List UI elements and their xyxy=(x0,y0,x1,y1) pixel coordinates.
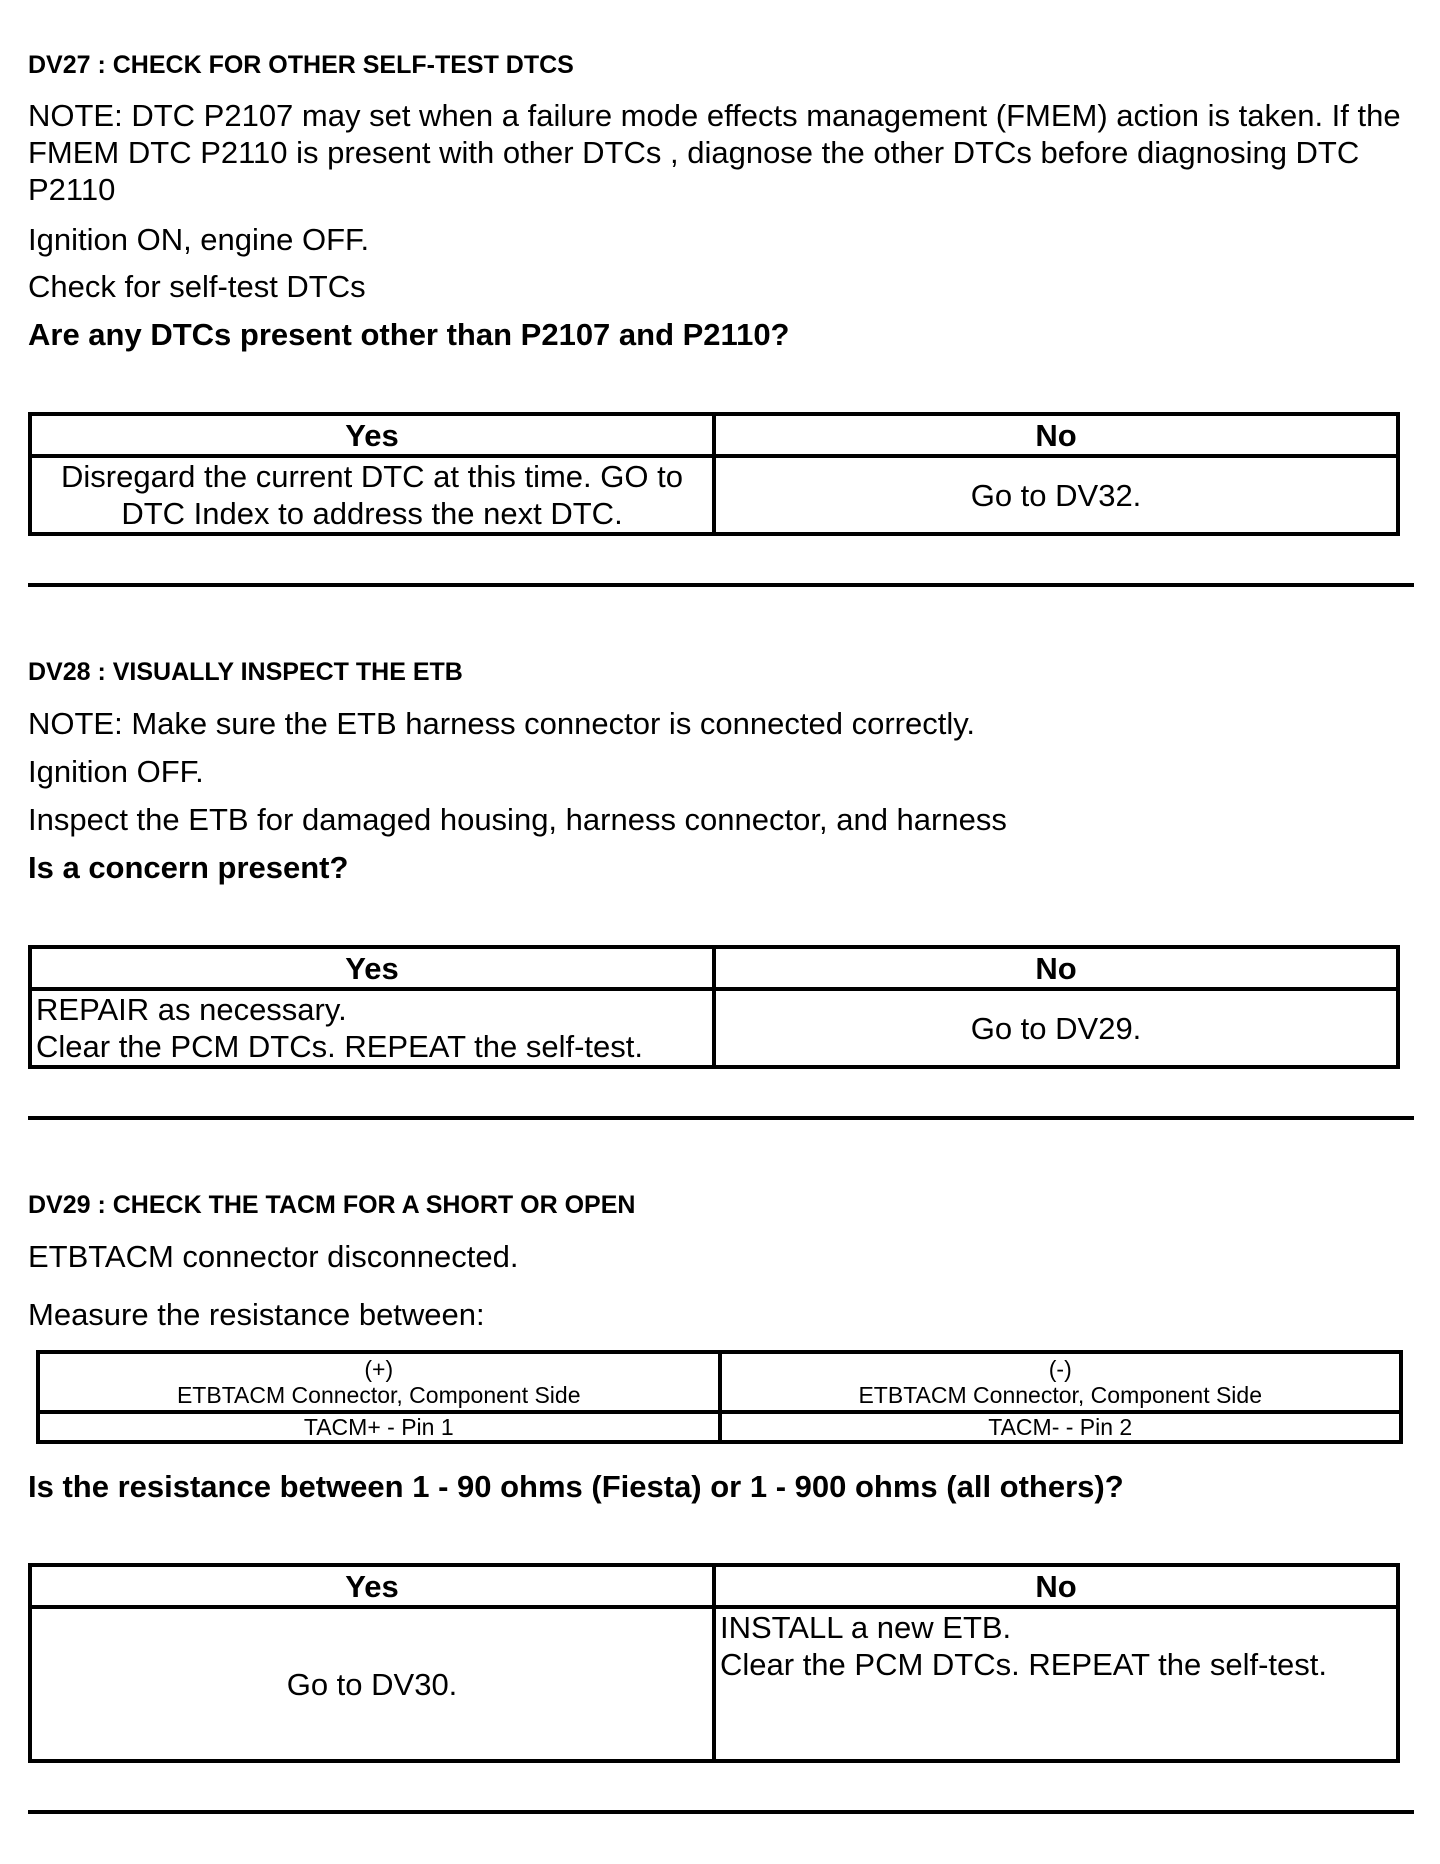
dv27-question: Are any DTCs present other than P2107 and P2110? xyxy=(28,317,790,352)
dv28-step1-block xyxy=(28,753,1412,790)
dv28-yes-line2: Clear the PCM DTCs. REPEAT the self-test. xyxy=(36,1029,643,1064)
plus-connector: ETBTACM Connector, Component Side xyxy=(176,1382,581,1408)
dv27-step1-block xyxy=(28,221,1412,258)
dv29-result-table-wrap xyxy=(28,1563,1412,1763)
section-divider xyxy=(28,1810,1414,1814)
dv29-no-header: No xyxy=(714,1565,1398,1607)
dv27-step2: Check for self-test DTCs xyxy=(28,269,366,304)
dv27-yes-line1: Disregard the current DTC at this time. GO to xyxy=(61,459,683,494)
section-dv27 xyxy=(28,50,1412,80)
dv29-step2-block xyxy=(28,1296,1412,1333)
dv29-step2: Measure the resistance between: xyxy=(28,1297,485,1332)
dv28-question-block xyxy=(28,849,1412,886)
dv27-title: DV27 : CHECK FOR OTHER SELF-TEST DTCS xyxy=(28,51,574,79)
dv29-yes-header: Yes xyxy=(30,1565,714,1607)
dv27-question-block xyxy=(28,316,1412,353)
dv28-note-block xyxy=(28,705,1412,742)
dv27-step1: Ignition ON, engine OFF. xyxy=(28,222,370,257)
dv29-no-line2: Clear the PCM DTCs. REPEAT the self-test. xyxy=(720,1647,1327,1682)
dv28-result-table-wrap xyxy=(28,945,1412,1069)
measure-minus-header xyxy=(720,1352,1402,1412)
dv27-note: NOTE: DTC P2107 may set when a failure mode effects management (FMEM) action is taken. If the FMEM DTC P2110 is present with other DTCs , diagnose the other DTCs before diagnosing DTC P2110 xyxy=(28,98,1401,207)
dv29-no-line1: INSTALL a new ETB. xyxy=(720,1610,1012,1645)
dv28-step1: Ignition OFF. xyxy=(28,754,204,789)
dv27-no-header: No xyxy=(714,414,1398,456)
dv28-yes-header: Yes xyxy=(30,947,714,989)
dv27-yes-line2: DTC Index to address the next DTC. xyxy=(121,496,623,531)
minus-symbol: (-) xyxy=(1048,1356,1072,1382)
dv29-title: DV29 : CHECK THE TACM FOR A SHORT OR OPEN xyxy=(28,1191,636,1219)
dv29-measure-table xyxy=(36,1350,1403,1444)
dv29-step1-block xyxy=(28,1238,1412,1275)
dv28-result-table xyxy=(28,945,1400,1069)
dv28-yes-line1: REPAIR as necessary. xyxy=(36,992,347,1027)
dv27-note-block xyxy=(28,97,1412,208)
section-divider xyxy=(28,1116,1414,1120)
dv27-yes-cell xyxy=(30,456,714,534)
section-dv28 xyxy=(28,657,1412,687)
dv27-no-cell: Go to DV32. xyxy=(714,456,1398,534)
dv28-yes-cell xyxy=(30,989,714,1067)
plus-symbol: (+) xyxy=(364,1356,394,1382)
dv28-step2: Inspect the ETB for damaged housing, harness connector, and harness xyxy=(28,802,1007,837)
dv29-question-block xyxy=(28,1468,1412,1505)
dv28-question: Is a concern present? xyxy=(28,850,349,885)
dv28-step2-block xyxy=(28,801,1412,838)
section-dv29 xyxy=(28,1190,1412,1220)
dv28-title: DV28 : VISUALLY INSPECT THE ETB xyxy=(28,658,463,686)
measure-plus-pin: TACM+ - Pin 1 xyxy=(38,1412,720,1442)
dv27-step2-block xyxy=(28,268,1412,305)
measure-minus-pin: TACM- - Pin 2 xyxy=(720,1412,1402,1442)
dv27-result-table-wrap xyxy=(28,412,1412,536)
dv29-measure-table-wrap xyxy=(36,1350,1420,1444)
dv29-yes-cell: Go to DV30. xyxy=(30,1607,714,1761)
dv29-step1: ETBTACM connector disconnected. xyxy=(28,1239,519,1274)
minus-connector: ETBTACM Connector, Component Side xyxy=(858,1382,1263,1408)
dv28-no-header: No xyxy=(714,947,1398,989)
dv28-no-cell: Go to DV29. xyxy=(714,989,1398,1067)
dv29-no-cell xyxy=(714,1607,1398,1761)
measure-plus-header xyxy=(38,1352,720,1412)
section-divider xyxy=(28,583,1414,587)
dv28-note: NOTE: Make sure the ETB harness connector is connected correctly. xyxy=(28,706,976,741)
dv29-result-table xyxy=(28,1563,1400,1763)
dv27-yes-header: Yes xyxy=(30,414,714,456)
dv29-question: Is the resistance between 1 - 90 ohms (Fiesta) or 1 - 900 ohms (all others)? xyxy=(28,1469,1124,1504)
dv27-result-table xyxy=(28,412,1400,536)
